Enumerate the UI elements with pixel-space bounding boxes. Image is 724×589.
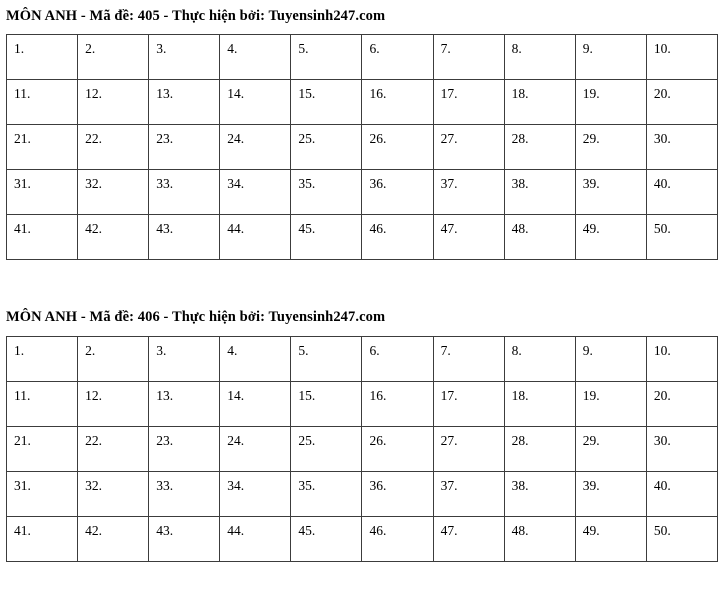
answer-cell[interactable]: 35. bbox=[291, 472, 362, 517]
answer-cell[interactable]: 3. bbox=[149, 35, 220, 80]
block-spacer bbox=[0, 260, 724, 301]
answer-cell[interactable]: 45. bbox=[291, 517, 362, 562]
answer-cell[interactable]: 23. bbox=[149, 427, 220, 472]
answer-cell[interactable]: 10. bbox=[646, 337, 717, 382]
answer-cell[interactable]: 40. bbox=[646, 472, 717, 517]
answer-cell[interactable]: 11. bbox=[7, 80, 78, 125]
answer-cell[interactable]: 45. bbox=[291, 215, 362, 260]
answer-cell[interactable]: 6. bbox=[362, 35, 433, 80]
table-row bbox=[7, 382, 718, 427]
answer-cell[interactable]: 19. bbox=[575, 80, 646, 125]
table-row bbox=[7, 215, 718, 260]
answer-cell[interactable]: 1. bbox=[7, 337, 78, 382]
table-row bbox=[7, 125, 718, 170]
answer-cell[interactable]: 46. bbox=[362, 215, 433, 260]
answer-cell[interactable]: 41. bbox=[7, 517, 78, 562]
answer-cell[interactable]: 21. bbox=[7, 427, 78, 472]
answer-cell[interactable]: 14. bbox=[220, 382, 291, 427]
answer-cell[interactable]: 27. bbox=[433, 427, 504, 472]
answer-cell[interactable]: 29. bbox=[575, 125, 646, 170]
answer-cell[interactable]: 27. bbox=[433, 125, 504, 170]
answer-cell[interactable]: 32. bbox=[78, 170, 149, 215]
answer-cell[interactable]: 34. bbox=[220, 170, 291, 215]
answer-cell[interactable]: 6. bbox=[362, 337, 433, 382]
answer-cell[interactable]: 20. bbox=[646, 382, 717, 427]
answer-cell[interactable]: 15. bbox=[291, 80, 362, 125]
block-title-405: MÔN ANH - Mã đề: 405 - Thực hiện bởi: Tuyensinh247.com bbox=[6, 8, 386, 24]
answer-cell[interactable]: 7. bbox=[433, 35, 504, 80]
answer-cell[interactable]: 37. bbox=[433, 472, 504, 517]
answer-cell[interactable]: 26. bbox=[362, 125, 433, 170]
answer-block-405 bbox=[0, 0, 724, 260]
answer-cell[interactable]: 42. bbox=[78, 517, 149, 562]
answer-cell[interactable]: 46. bbox=[362, 517, 433, 562]
answer-cell[interactable]: 25. bbox=[291, 125, 362, 170]
answer-cell[interactable]: 39. bbox=[575, 472, 646, 517]
block-title-406: MÔN ANH - Mã đề: 406 - Thực hiện bởi: Tuyensinh247.com bbox=[6, 309, 386, 325]
answer-cell[interactable]: 50. bbox=[646, 215, 717, 260]
answer-cell[interactable]: 48. bbox=[504, 517, 575, 562]
answer-cell[interactable]: 31. bbox=[7, 472, 78, 517]
answer-cell[interactable]: 22. bbox=[78, 125, 149, 170]
answer-cell[interactable]: 18. bbox=[504, 80, 575, 125]
answer-cell[interactable]: 4. bbox=[220, 337, 291, 382]
answer-cell[interactable]: 3. bbox=[149, 337, 220, 382]
table-row bbox=[7, 472, 718, 517]
answer-cell[interactable]: 14. bbox=[220, 80, 291, 125]
answer-cell[interactable]: 38. bbox=[504, 472, 575, 517]
answer-cell[interactable]: 16. bbox=[362, 382, 433, 427]
answer-cell[interactable]: 25. bbox=[291, 427, 362, 472]
answer-cell[interactable]: 43. bbox=[149, 215, 220, 260]
answer-cell[interactable]: 32. bbox=[78, 472, 149, 517]
answer-cell[interactable]: 17. bbox=[433, 80, 504, 125]
table-row bbox=[7, 337, 718, 382]
answer-cell[interactable]: 31. bbox=[7, 170, 78, 215]
answer-cell[interactable]: 24. bbox=[220, 427, 291, 472]
answer-cell[interactable]: 50. bbox=[646, 517, 717, 562]
answer-cell[interactable]: 2. bbox=[78, 35, 149, 80]
table-row bbox=[7, 427, 718, 472]
answer-cell[interactable]: 17. bbox=[433, 382, 504, 427]
answer-cell[interactable]: 20. bbox=[646, 80, 717, 125]
answer-cell[interactable]: 35. bbox=[291, 170, 362, 215]
answer-cell[interactable]: 16. bbox=[362, 80, 433, 125]
answer-cell[interactable]: 22. bbox=[78, 427, 149, 472]
answer-cell[interactable]: 39. bbox=[575, 170, 646, 215]
table-row bbox=[7, 80, 718, 125]
answer-cell[interactable]: 8. bbox=[504, 337, 575, 382]
answer-cell[interactable]: 42. bbox=[78, 215, 149, 260]
answer-cell[interactable]: 19. bbox=[575, 382, 646, 427]
answer-block-406 bbox=[0, 301, 724, 562]
answer-cell[interactable]: 28. bbox=[504, 125, 575, 170]
answer-cell[interactable]: 49. bbox=[575, 517, 646, 562]
answer-cell[interactable]: 8. bbox=[504, 35, 575, 80]
table-row bbox=[7, 170, 718, 215]
answer-cell[interactable]: 10. bbox=[646, 35, 717, 80]
answer-cell[interactable]: 5. bbox=[291, 337, 362, 382]
answer-cell[interactable]: 23. bbox=[149, 125, 220, 170]
answer-cell[interactable]: 38. bbox=[504, 170, 575, 215]
answer-cell[interactable]: 43. bbox=[149, 517, 220, 562]
answer-cell[interactable]: 36. bbox=[362, 472, 433, 517]
answer-cell[interactable]: 33. bbox=[149, 170, 220, 215]
answer-cell[interactable]: 30. bbox=[646, 125, 717, 170]
answer-cell[interactable]: 1. bbox=[7, 35, 78, 80]
answer-cell[interactable]: 47. bbox=[433, 517, 504, 562]
answer-cell[interactable]: 13. bbox=[149, 80, 220, 125]
answer-cell[interactable]: 7. bbox=[433, 337, 504, 382]
answer-cell[interactable]: 36. bbox=[362, 170, 433, 215]
answer-cell[interactable]: 12. bbox=[78, 382, 149, 427]
answer-cell[interactable]: 9. bbox=[575, 35, 646, 80]
answer-cell[interactable]: 37. bbox=[433, 170, 504, 215]
answer-cell[interactable]: 44. bbox=[220, 517, 291, 562]
answer-cell[interactable]: 13. bbox=[149, 382, 220, 427]
answer-cell[interactable]: 18. bbox=[504, 382, 575, 427]
table-row bbox=[7, 35, 718, 80]
answer-cell[interactable]: 11. bbox=[7, 382, 78, 427]
answer-cell[interactable]: 24. bbox=[220, 125, 291, 170]
answer-cell[interactable]: 33. bbox=[149, 472, 220, 517]
answer-cell[interactable]: 40. bbox=[646, 170, 717, 215]
answer-cell[interactable]: 21. bbox=[7, 125, 78, 170]
answer-cell[interactable]: 34. bbox=[220, 472, 291, 517]
answer-grid-405 bbox=[6, 34, 718, 260]
table-row bbox=[7, 517, 718, 562]
answer-cell[interactable]: 26. bbox=[362, 427, 433, 472]
answer-grid-406 bbox=[6, 336, 718, 562]
answer-cell[interactable]: 15. bbox=[291, 382, 362, 427]
answer-cell[interactable]: 12. bbox=[78, 80, 149, 125]
answer-cell[interactable]: 48. bbox=[504, 215, 575, 260]
answer-cell[interactable]: 4. bbox=[220, 35, 291, 80]
answer-cell[interactable]: 41. bbox=[7, 215, 78, 260]
answer-cell[interactable]: 44. bbox=[220, 215, 291, 260]
answer-cell[interactable]: 47. bbox=[433, 215, 504, 260]
answer-cell[interactable]: 49. bbox=[575, 215, 646, 260]
answer-cell[interactable]: 30. bbox=[646, 427, 717, 472]
answer-cell[interactable]: 2. bbox=[78, 337, 149, 382]
answer-cell[interactable]: 9. bbox=[575, 337, 646, 382]
answer-cell[interactable]: 28. bbox=[504, 427, 575, 472]
answer-cell[interactable]: 5. bbox=[291, 35, 362, 80]
answer-cell[interactable]: 29. bbox=[575, 427, 646, 472]
